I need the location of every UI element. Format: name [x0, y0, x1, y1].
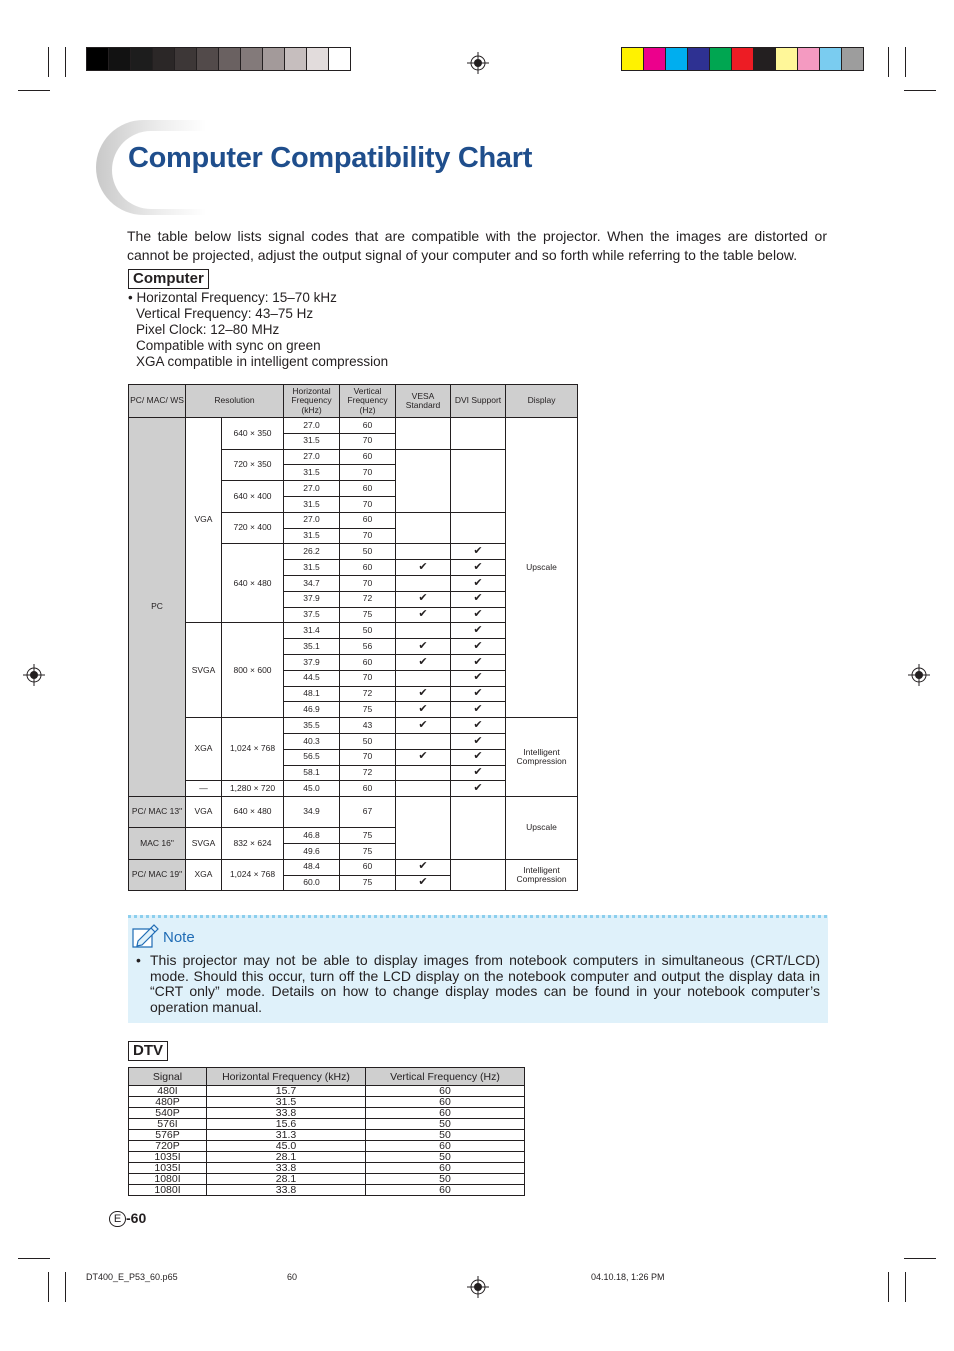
cell-resolution: 832 × 624: [222, 828, 284, 860]
cell-vesa: [396, 512, 451, 544]
spec-item: Compatible with sync on green: [136, 338, 321, 353]
dtv-table: [128, 1067, 525, 1196]
cell-vfreq: 75: [340, 828, 396, 844]
table-row: [129, 859, 578, 875]
cell-vfreq: 70: [340, 465, 396, 481]
color-swatch: [241, 48, 263, 70]
cell-hfreq: 35.5: [284, 718, 340, 734]
compatibility-table: [128, 384, 578, 891]
color-swatch: [622, 48, 644, 70]
cell-signal: 1080I: [129, 1185, 207, 1196]
cell-hfreq: 31.5: [207, 1097, 366, 1108]
footer-page: 60: [287, 1272, 298, 1282]
cell-resolution: 800 × 600: [222, 623, 284, 718]
cell-vesa-check: ✔: [396, 859, 451, 875]
color-swatch: [798, 48, 820, 70]
cell-dvi-check: ✔: [451, 702, 506, 718]
cell-hfreq: 31.5: [284, 496, 340, 512]
cell-hfreq: 27.0: [284, 418, 340, 434]
cell-dvi-check: ✔: [451, 765, 506, 781]
color-swatch: [197, 48, 219, 70]
note-bullet: •: [136, 952, 141, 968]
cell-hfreq: 60.0: [284, 875, 340, 891]
cell-display: Intelligent Compression: [506, 859, 578, 891]
cell-vesa-check: ✔: [396, 654, 451, 670]
cell-dvi-check: ✔: [451, 575, 506, 591]
cell-dvi-check: ✔: [451, 718, 506, 734]
cell-vfreq: 60: [340, 449, 396, 465]
cell-hfreq: 44.5: [284, 670, 340, 686]
cell-hfreq: 45.0: [284, 781, 340, 797]
registration-mark-icon: [908, 664, 930, 686]
header-vfreq: Vertical Frequency (Hz): [366, 1068, 525, 1086]
cell-hfreq: 35.1: [284, 639, 340, 655]
cell-vfreq: 56: [340, 639, 396, 655]
cell-hfreq: 34.7: [284, 575, 340, 591]
cell-hfreq: 48.4: [284, 859, 340, 875]
cell-dvi: [451, 797, 506, 860]
header-signal: Signal: [129, 1068, 207, 1086]
cell-vesa: [396, 765, 451, 781]
cell-dvi-check: ✔: [451, 749, 506, 765]
cell-signal: 480I: [129, 1086, 207, 1097]
color-swatch: [688, 48, 710, 70]
cell-resolution: 640 × 400: [222, 481, 284, 513]
cell-vesa: [396, 670, 451, 686]
cell-signal: 576I: [129, 1119, 207, 1130]
table-row: [129, 418, 578, 434]
registration-mark-icon: [467, 1276, 489, 1298]
cell-xga: XGA: [186, 718, 222, 781]
table-row: [129, 1152, 525, 1163]
color-swatch: [732, 48, 754, 70]
cell-resolution: 1,280 × 720: [222, 781, 284, 797]
table-row: [129, 1130, 525, 1141]
cell-vfreq: 67: [340, 797, 396, 828]
cell-vfreq: 60: [340, 512, 396, 528]
cell-vfreq: 50: [340, 623, 396, 639]
cell-vfreq: 60: [340, 418, 396, 434]
cell-vfreq: 60: [366, 1141, 525, 1152]
color-swatch: [285, 48, 307, 70]
color-swatch: [776, 48, 798, 70]
intro-paragraph: The table below lists signal codes that are compatible with the projector. When the images are distorted or cannot be projected, adjust the output signal of your computer and so forth while referring to the table below.: [127, 228, 827, 263]
cell-vfreq: 50: [366, 1152, 525, 1163]
cell-vesa-check: ✔: [396, 718, 451, 734]
cell-vesa: [396, 797, 451, 860]
header-display: Display: [506, 385, 578, 418]
cell-xga: XGA: [186, 859, 222, 891]
note-paragraph: This projector may not be able to display images from notebook computers in simultaneous (CRT/LCD) mode. Should this occur, turn off the LCD display on the notebook computer and output the display data in “CRT only” mode. Details on how to change display modes can be found in your notebook computer’s operation manual.: [150, 952, 820, 1015]
header-pc: PC/ MAC/ WS: [129, 385, 186, 418]
table-row: [129, 718, 578, 734]
cell-pc-mac19: PC/ MAC 19": [129, 859, 186, 891]
color-swatch: [710, 48, 732, 70]
color-swatch: [219, 48, 241, 70]
cell-dvi-check: ✔: [451, 639, 506, 655]
cell-dvi-check: ✔: [451, 544, 506, 560]
cell-dvi: [451, 512, 506, 544]
color-swatch: [754, 48, 776, 70]
cell-vfreq: 50: [366, 1130, 525, 1141]
cell-vesa-check: ✔: [396, 749, 451, 765]
cell-hfreq: 37.9: [284, 654, 340, 670]
cell-hfreq: 40.3: [284, 733, 340, 749]
cell-vesa: [396, 418, 451, 450]
cell-hfreq: 33.8: [207, 1163, 366, 1174]
cell-dvi: [451, 418, 506, 450]
cell-dvi-check: ✔: [451, 591, 506, 607]
cell-vesa-check: ✔: [396, 639, 451, 655]
cell-vesa-check: ✔: [396, 607, 451, 623]
header-resolution: Resolution: [186, 385, 284, 418]
cell-hfreq: 31.5: [284, 560, 340, 576]
cell-hfreq: 45.0: [207, 1141, 366, 1152]
cell-resolution: 640 × 350: [222, 418, 284, 450]
cell-dvi-check: ✔: [451, 733, 506, 749]
table-header-row: [129, 385, 578, 418]
color-swatch: [842, 48, 863, 70]
cell-hfreq: 33.8: [207, 1108, 366, 1119]
cell-hfreq: 37.5: [284, 607, 340, 623]
cell-vfreq: 72: [340, 591, 396, 607]
cell-dvi: [451, 859, 506, 891]
table-row: [129, 797, 578, 828]
cell-vfreq: 43: [340, 718, 396, 734]
cell-vesa: [396, 575, 451, 591]
cell-signal: 720P: [129, 1141, 207, 1152]
cell-signal: 1035I: [129, 1163, 207, 1174]
registration-mark-icon: [23, 664, 45, 686]
cell-vfreq: 75: [340, 843, 396, 859]
cell-vfreq: 60: [366, 1086, 525, 1097]
page-number: [109, 1210, 146, 1227]
table-row: [129, 1185, 525, 1196]
cell-resolution: 720 × 400: [222, 512, 284, 544]
cell-mac16: MAC 16": [129, 828, 186, 860]
table-row: [129, 1119, 525, 1130]
cell-vesa-check: ✔: [396, 560, 451, 576]
table-row: [129, 1097, 525, 1108]
header-dvi: DVI Support: [451, 385, 506, 418]
page-badge: E: [109, 1211, 126, 1227]
cell-resolution: 640 × 480: [222, 797, 284, 828]
cell-vesa: [396, 449, 451, 512]
page-title: Computer Compatibility Chart: [128, 142, 533, 174]
cell-svga: SVGA: [186, 828, 222, 860]
color-swatch: [329, 48, 350, 70]
cell-vesa-check: ✔: [396, 702, 451, 718]
cell-hfreq: 46.9: [284, 702, 340, 718]
table-row: [129, 1141, 525, 1152]
color-swatch: [820, 48, 842, 70]
cell-dvi-check: ✔: [451, 623, 506, 639]
cell-vesa: [396, 781, 451, 797]
cell-vfreq: 60: [366, 1097, 525, 1108]
cell-vfreq: 50: [366, 1174, 525, 1185]
note-box-edge: [128, 915, 828, 918]
cell-vesa-check: ✔: [396, 686, 451, 702]
table-row: [129, 1174, 525, 1185]
spec-item: Vertical Frequency: 43–75 Hz: [136, 306, 314, 321]
cell-hfreq: 58.1: [284, 765, 340, 781]
cell-resolution: 1,024 × 768: [222, 859, 284, 891]
cell-pc: PC: [129, 418, 186, 797]
cell-dvi-check: ✔: [451, 781, 506, 797]
header-vfreq: Vertical Frequency (Hz): [340, 385, 396, 418]
footer-date: 04.10.18, 1:26 PM: [591, 1272, 665, 1282]
cell-vfreq: 50: [366, 1119, 525, 1130]
color-swatch: [666, 48, 688, 70]
spec-item: XGA compatible in intelligent compression: [136, 354, 389, 369]
cell-dvi-check: ✔: [451, 607, 506, 623]
spec-item: • Horizontal Frequency: 15–70 kHz: [128, 290, 337, 305]
cell-hfreq: 26.2: [284, 544, 340, 560]
cell-hfreq: 27.0: [284, 449, 340, 465]
cell-vfreq: 75: [340, 607, 396, 623]
cell-vfreq: 72: [340, 686, 396, 702]
cell-signal: 1080I: [129, 1174, 207, 1185]
cell-dash: —: [186, 781, 222, 797]
color-swatch: [153, 48, 175, 70]
color-swatch: [87, 48, 109, 70]
cell-pc-mac13: PC/ MAC 13": [129, 797, 186, 828]
cell-resolution: 720 × 350: [222, 449, 284, 481]
cell-vfreq: 72: [340, 765, 396, 781]
cell-hfreq: 27.0: [284, 512, 340, 528]
color-swatch: [307, 48, 329, 70]
cell-svga: SVGA: [186, 623, 222, 718]
color-swatch: [131, 48, 153, 70]
cell-hfreq: 49.6: [284, 843, 340, 859]
color-swatch: [644, 48, 666, 70]
cell-resolution: 640 × 480: [222, 544, 284, 623]
cell-vfreq: 70: [340, 670, 396, 686]
spec-item: Pixel Clock: 12–80 MHz: [136, 322, 280, 337]
cell-vfreq: 60: [340, 560, 396, 576]
cell-vga: VGA: [186, 797, 222, 828]
cell-dvi-check: ✔: [451, 560, 506, 576]
cell-hfreq: 15.6: [207, 1119, 366, 1130]
cell-vesa: [396, 544, 451, 560]
pencil-note-icon: [130, 923, 160, 949]
header-hfreq: Horizontal Frequency (kHz): [207, 1068, 366, 1086]
cell-dvi-check: ✔: [451, 654, 506, 670]
cell-signal: 480P: [129, 1097, 207, 1108]
cell-vfreq: 60: [340, 654, 396, 670]
color-swatch: [109, 48, 131, 70]
cell-vfreq: 75: [340, 702, 396, 718]
cell-hfreq: 48.1: [284, 686, 340, 702]
computer-spec-list: [128, 290, 388, 370]
cell-vfreq: 70: [340, 749, 396, 765]
cell-hfreq: 34.9: [284, 797, 340, 828]
header-hfreq: Horizontal Frequency (kHz): [284, 385, 340, 418]
cell-hfreq: 56.5: [284, 749, 340, 765]
cell-vesa: [396, 623, 451, 639]
table-row: [129, 1086, 525, 1097]
cell-hfreq: 37.9: [284, 591, 340, 607]
color-swatch: [175, 48, 197, 70]
cell-vfreq: 75: [340, 875, 396, 891]
cell-hfreq: 31.4: [284, 623, 340, 639]
cell-vesa: [396, 733, 451, 749]
note-text: [136, 953, 820, 1015]
cell-hfreq: 31.5: [284, 528, 340, 544]
note-title: Note: [163, 929, 195, 946]
registration-mark-icon: [467, 52, 489, 74]
cell-hfreq: 28.1: [207, 1152, 366, 1163]
cell-hfreq: 31.5: [284, 433, 340, 449]
color-swatch: [263, 48, 285, 70]
cell-hfreq: 15.7: [207, 1086, 366, 1097]
cell-display: Upscale: [506, 797, 578, 860]
cell-vesa-check: ✔: [396, 875, 451, 891]
cell-resolution: 1,024 × 768: [222, 718, 284, 781]
footer-filename: DT400_E_P53_60.p65: [86, 1272, 178, 1282]
cell-hfreq: 31.5: [284, 465, 340, 481]
cell-vfreq: 70: [340, 528, 396, 544]
cell-vfreq: 60: [366, 1108, 525, 1119]
dtv-heading: DTV: [128, 1041, 168, 1061]
cell-display: Upscale: [506, 418, 578, 718]
cell-vga: VGA: [186, 418, 222, 623]
cell-vfreq: 70: [340, 496, 396, 512]
process-color-bar: [621, 47, 864, 71]
cell-vesa-check: ✔: [396, 591, 451, 607]
cell-vfreq: 50: [340, 544, 396, 560]
header-vesa: VESA Standard: [396, 385, 451, 418]
table-row: [129, 1108, 525, 1119]
cell-vfreq: 70: [340, 433, 396, 449]
computer-heading: Computer: [128, 269, 209, 289]
table-header-row: [129, 1068, 525, 1086]
cell-hfreq: 33.8: [207, 1185, 366, 1196]
cell-vfreq: 60: [340, 481, 396, 497]
cell-vfreq: 70: [340, 575, 396, 591]
cell-dvi-check: ✔: [451, 670, 506, 686]
cell-dvi-check: ✔: [451, 686, 506, 702]
cell-hfreq: 31.3: [207, 1130, 366, 1141]
cell-display: Intelligent Compression: [506, 718, 578, 797]
table-row: [129, 1163, 525, 1174]
cell-vfreq: 60: [366, 1163, 525, 1174]
cell-hfreq: 27.0: [284, 481, 340, 497]
cell-hfreq: 28.1: [207, 1174, 366, 1185]
cell-signal: 540P: [129, 1108, 207, 1119]
grayscale-color-bar: [86, 47, 351, 71]
cell-vfreq: 50: [340, 733, 396, 749]
cell-dvi: [451, 449, 506, 512]
cell-signal: 1035I: [129, 1152, 207, 1163]
cell-vfreq: 60: [366, 1185, 525, 1196]
cell-signal: 576P: [129, 1130, 207, 1141]
page-number-text: -60: [126, 1210, 147, 1226]
cell-vfreq: 60: [340, 859, 396, 875]
cell-vfreq: 60: [340, 781, 396, 797]
cell-hfreq: 46.8: [284, 828, 340, 844]
